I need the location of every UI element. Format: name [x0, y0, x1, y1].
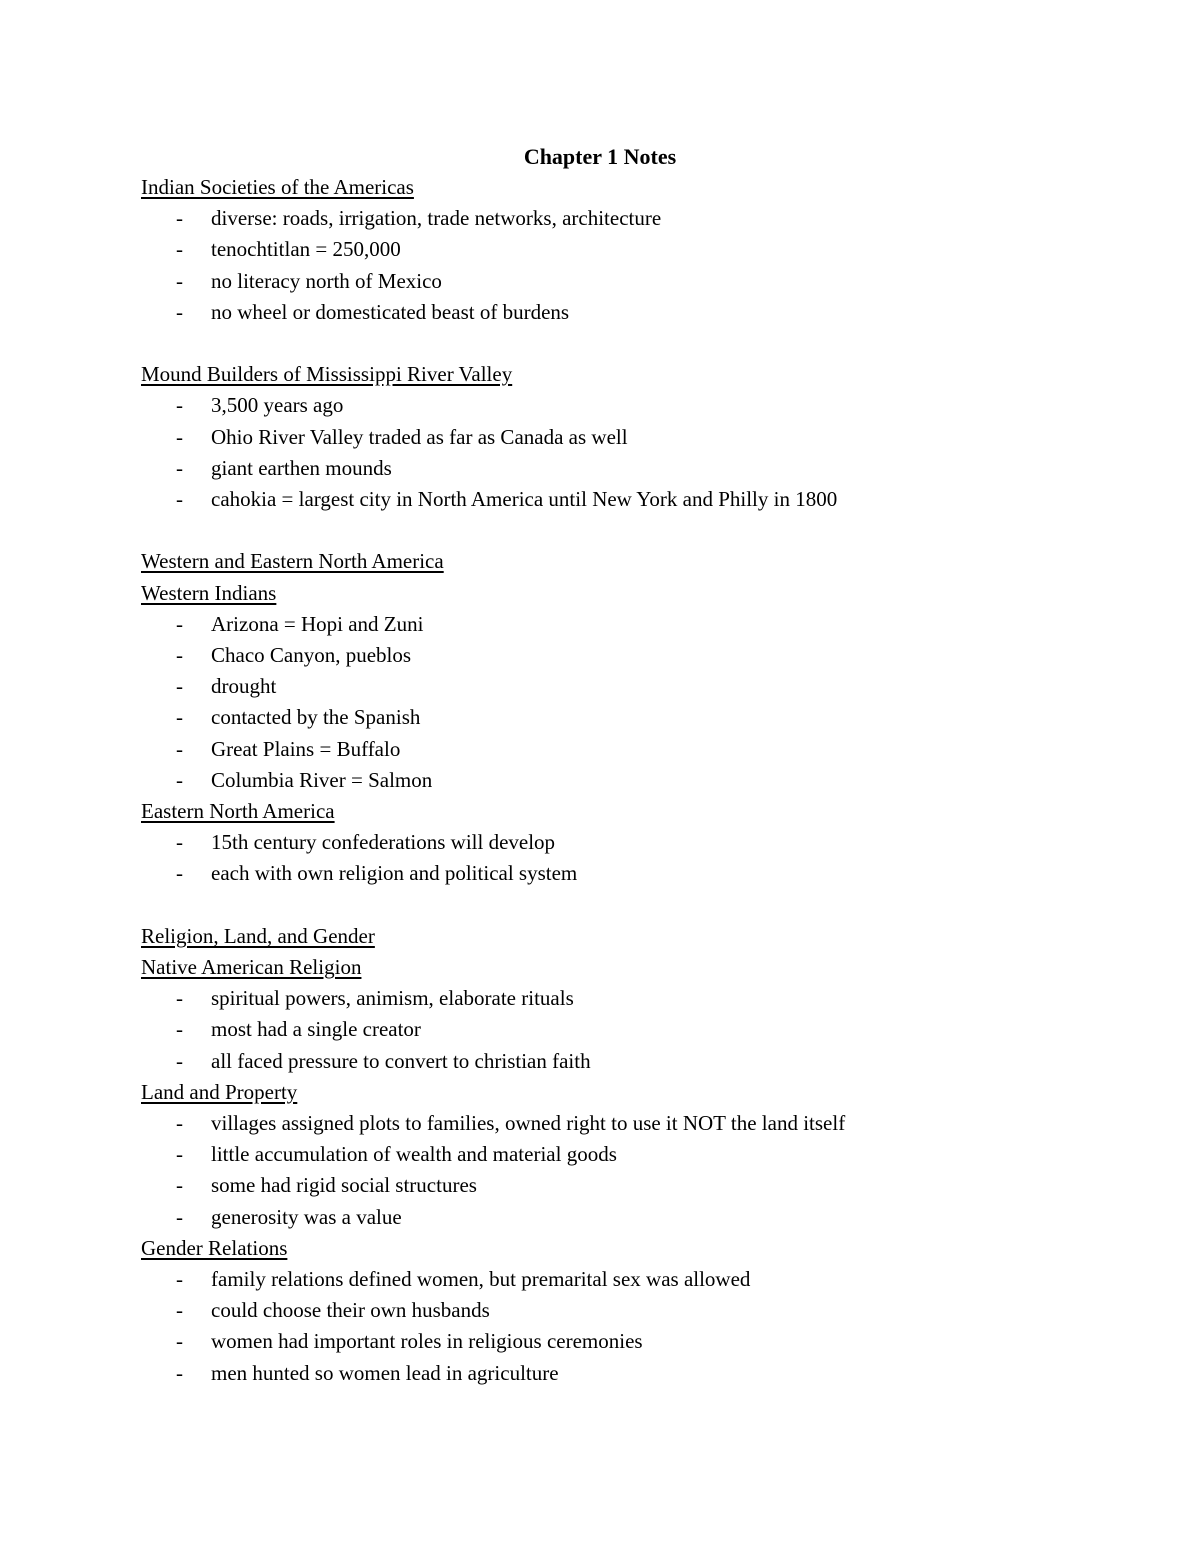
list-item-text: drought — [211, 674, 277, 699]
bullet-dash: - — [176, 705, 183, 730]
section-heading-indian-societies: Indian Societies of the Americas — [141, 175, 414, 199]
bullet-list — [141, 203, 1041, 328]
bullet-dash: - — [176, 1048, 183, 1073]
list-item — [141, 1295, 1041, 1326]
list-item — [141, 484, 1041, 515]
bullet-dash: - — [176, 830, 183, 855]
bullet-dash: - — [176, 1173, 183, 1198]
subheading-gender-relations: Gender Relations — [141, 1235, 288, 1260]
bullet-dash: - — [176, 424, 183, 449]
bullet-dash: - — [176, 986, 183, 1011]
list-item — [141, 702, 1041, 733]
list-item-text: most had a single creator — [211, 1017, 421, 1042]
bullet-dash: - — [176, 237, 183, 262]
bullet-dash: - — [176, 767, 183, 792]
list-item-text: men hunted so women lead in agriculture — [211, 1360, 559, 1385]
list-item — [141, 1264, 1041, 1295]
list-item-text: diverse: roads, irrigation, trade networks, architecture — [211, 206, 662, 231]
list-item-text: Ohio River Valley traded as far as Canada as well — [211, 424, 628, 449]
document-title: Chapter 1 Notes — [523, 144, 677, 169]
bullet-dash: - — [176, 674, 183, 699]
bullet-list — [141, 1264, 1041, 1389]
list-item-text: giant earthen mounds — [211, 455, 392, 480]
list-item — [141, 983, 1041, 1014]
list-item — [141, 734, 1041, 765]
bullet-dash: - — [176, 1204, 183, 1229]
bullet-dash: - — [176, 1329, 183, 1354]
list-item — [141, 297, 1041, 328]
list-item-text: could choose their own husbands — [211, 1298, 490, 1323]
list-item-text: no wheel or domesticated beast of burdens — [211, 299, 570, 324]
list-item — [141, 453, 1041, 484]
list-item-text: spiritual powers, animism, elaborate rituals — [211, 986, 574, 1011]
list-item-text: Arizona = Hopi and Zuni — [211, 611, 424, 636]
bullet-dash: - — [176, 1298, 183, 1323]
list-item-text: family relations defined women, but premarital sex was allowed — [211, 1267, 751, 1292]
list-item-text: 3,500 years ago — [211, 393, 344, 418]
list-item — [141, 765, 1041, 796]
list-item — [141, 422, 1041, 453]
list-item-text: Columbia River = Salmon — [211, 767, 433, 792]
list-item — [141, 1046, 1041, 1077]
list-item-text: villages assigned plots to families, owned right to use it NOT the land itself — [211, 1111, 846, 1136]
section-heading-western-eastern: Western and Eastern North America — [141, 549, 444, 574]
bullet-list — [141, 609, 1041, 796]
list-item — [141, 1014, 1041, 1045]
bullet-dash: - — [176, 1142, 183, 1167]
blank-line — [141, 328, 1041, 359]
bullet-dash: - — [176, 1017, 183, 1042]
bullet-dash: - — [176, 643, 183, 668]
list-item — [141, 640, 1041, 671]
list-item — [141, 203, 1041, 234]
bullet-list — [141, 827, 1041, 889]
list-item-text: tenochtitlan = 250,000 — [211, 237, 401, 262]
list-item-text: 15th century confederations will develop — [211, 830, 556, 855]
list-item — [141, 234, 1041, 265]
list-item — [141, 1170, 1041, 1201]
bullet-list — [141, 390, 1041, 515]
section-heading-religion-land-gender: Religion, Land, and Gender — [141, 923, 375, 948]
list-item-text: generosity was a value — [211, 1204, 402, 1229]
list-item — [141, 609, 1041, 640]
bullet-dash: - — [176, 393, 183, 418]
list-item — [141, 858, 1041, 889]
list-item — [141, 1108, 1041, 1139]
document-body — [141, 172, 1041, 1389]
subheading-native-american-religion: Native American Religion — [141, 955, 362, 980]
list-item-text: all faced pressure to convert to christian faith — [211, 1048, 591, 1073]
bullet-dash: - — [176, 268, 183, 293]
subheading-western-indians: Western Indians — [141, 580, 277, 605]
bullet-list — [141, 983, 1041, 1077]
list-item-text: cahokia = largest city in North America until New York and Philly in 1800 — [211, 487, 838, 512]
bullet-dash: - — [176, 1360, 183, 1385]
bullet-dash: - — [176, 1111, 183, 1136]
list-item-text: women had important roles in religious ceremonies — [211, 1329, 643, 1354]
list-item-text: some had rigid social structures — [211, 1173, 477, 1198]
list-item — [141, 1202, 1041, 1233]
list-item — [141, 671, 1041, 702]
bullet-dash: - — [176, 861, 183, 886]
list-item — [141, 1139, 1041, 1170]
subheading-eastern-north-america: Eastern North America — [141, 799, 335, 824]
list-item-text: Chaco Canyon, pueblos — [211, 643, 412, 668]
bullet-dash: - — [176, 206, 183, 231]
list-item — [141, 827, 1041, 858]
bullet-dash: - — [176, 1267, 183, 1292]
list-item-text: contacted by the Spanish — [211, 705, 421, 730]
list-item-text: no literacy north of Mexico — [211, 268, 442, 293]
bullet-dash: - — [176, 736, 183, 761]
bullet-dash: - — [176, 299, 183, 324]
list-item — [141, 1326, 1041, 1357]
list-item-text: Great Plains = Buffalo — [211, 736, 401, 761]
blank-line — [141, 890, 1041, 921]
blank-line — [141, 515, 1041, 546]
section-heading-mound-builders: Mound Builders of Mississippi River Valley — [141, 362, 513, 387]
list-item — [141, 1358, 1041, 1389]
list-item-text: little accumulation of wealth and material goods — [211, 1142, 617, 1167]
list-item — [141, 266, 1041, 297]
bullet-list — [141, 1108, 1041, 1233]
subheading-land-and-property: Land and Property — [141, 1079, 298, 1104]
bullet-dash: - — [176, 611, 183, 636]
bullet-dash: - — [176, 455, 183, 480]
list-item — [141, 390, 1041, 421]
bullet-dash: - — [176, 487, 183, 512]
list-item-text: each with own religion and political system — [211, 861, 578, 886]
